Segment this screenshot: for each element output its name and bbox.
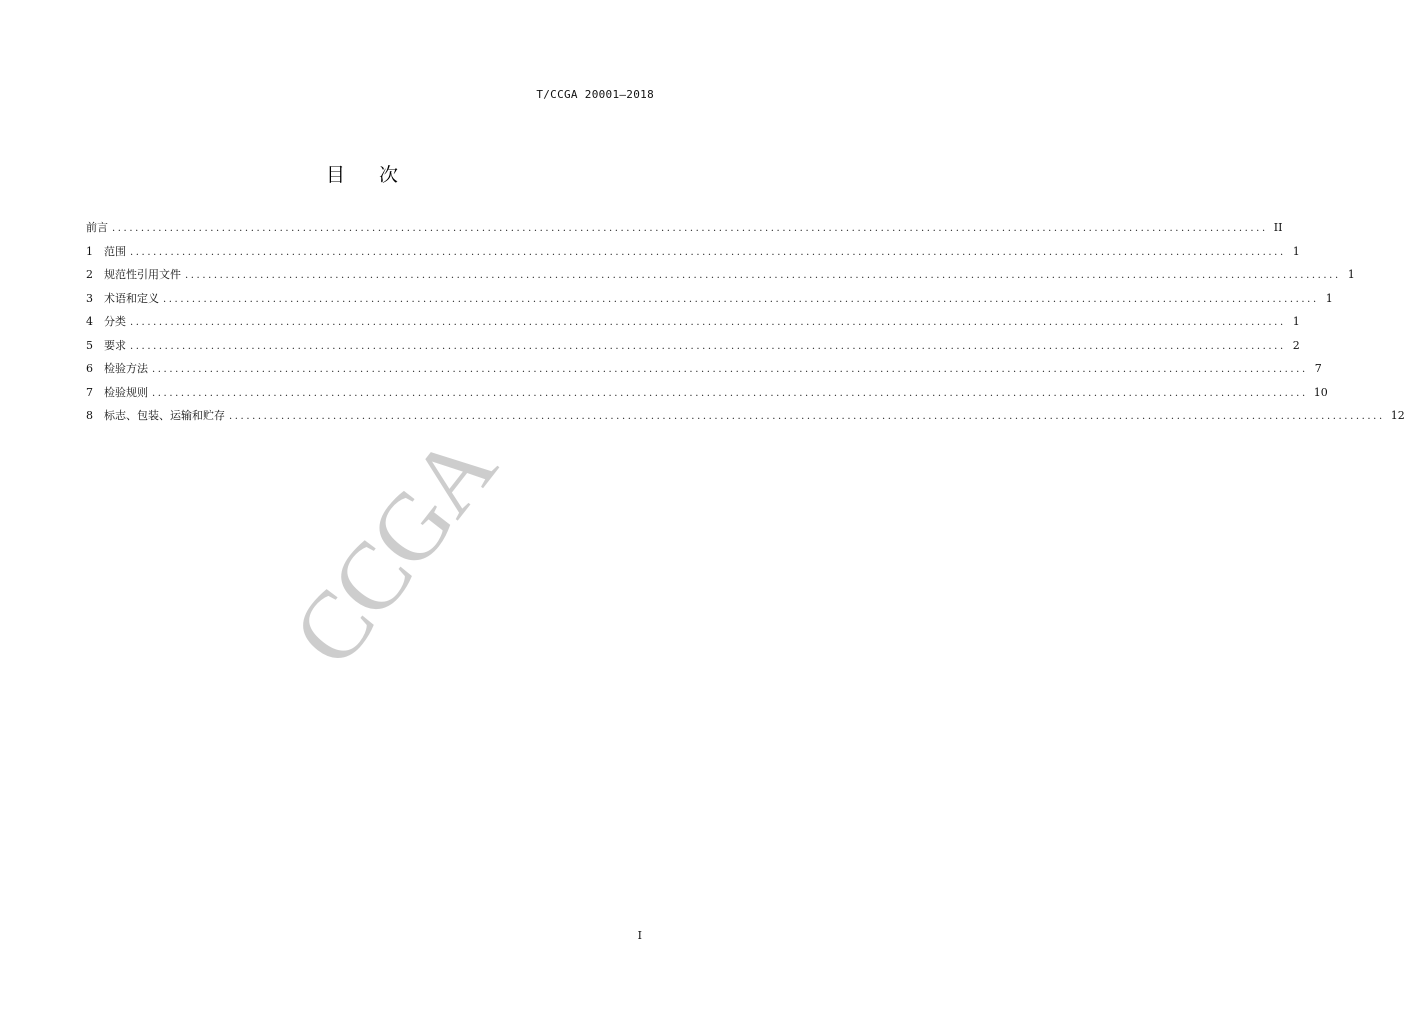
toc-title-char-1: 目	[325, 164, 345, 186]
toc-entry-page: 2	[1292, 338, 1300, 352]
toc-entry-label: 检验规则	[104, 385, 148, 399]
toc-entry-page: 1	[1292, 315, 1300, 328]
toc-entry-label: 标志、包装、运输和贮存	[104, 409, 225, 422]
toc-entry-6[interactable]	[86, 357, 1322, 381]
toc-entry-number: 2	[86, 268, 93, 281]
page-number: I	[637, 929, 642, 942]
toc-entry-label: 分类	[104, 315, 126, 328]
toc-leader-dots: ........................................................................................................................................................................................................	[130, 317, 1286, 328]
toc-list	[86, 216, 1405, 428]
toc-entry-3[interactable]	[86, 287, 1333, 311]
toc-entry-page: 1	[1347, 268, 1355, 281]
toc-entry-2[interactable]	[86, 263, 1355, 287]
watermark: CCGA	[271, 415, 516, 686]
toc-entry-1[interactable]	[86, 240, 1300, 264]
toc-entry-page: 12	[1390, 409, 1405, 422]
toc-entry-label: 检验方法	[104, 362, 148, 375]
toc-entry-label: 术语和定义	[104, 291, 159, 305]
toc-entry-label: 要求	[104, 338, 126, 352]
toc-entry-number: 7	[86, 385, 93, 399]
toc-entry-page: 10	[1313, 385, 1328, 399]
toc-entry-label: 范围	[104, 244, 126, 258]
toc-entry-page: 1	[1292, 244, 1300, 258]
toc-leader-dots: ........................................................................................................................................................................................................	[130, 246, 1286, 258]
toc-entry-8[interactable]	[86, 404, 1405, 428]
toc-entry-5[interactable]	[86, 334, 1300, 358]
toc-leader-dots: ........................................................................................................................................................................................................	[152, 387, 1308, 399]
toc-entry-4[interactable]	[86, 310, 1300, 334]
toc-entry-number: 6	[86, 362, 93, 375]
toc-leader-dots: ........................................................................................................................................................................................................	[130, 340, 1286, 352]
toc-leader-dots: ........................................................................................................................................................................................................	[112, 223, 1268, 234]
toc-leader-dots: ........................................................................................................................................................................................................	[185, 270, 1341, 281]
toc-title	[0, 160, 724, 187]
toc-entry-label: 前言	[86, 221, 108, 234]
toc-entry-page: 7	[1314, 362, 1322, 375]
toc-entry-page: 1	[1325, 291, 1333, 305]
toc-entry-number: 1	[86, 244, 93, 258]
toc-entry-page: II	[1273, 221, 1283, 234]
toc-leader-dots: ........................................................................................................................................................................................................	[229, 411, 1385, 422]
toc-entry-number: 4	[86, 315, 93, 328]
toc-entry-7[interactable]	[86, 381, 1328, 405]
toc-entry-foreword[interactable]	[86, 216, 1283, 240]
toc-leader-dots: ........................................................................................................................................................................................................	[152, 364, 1308, 375]
toc-leader-dots: ........................................................................................................................................................................................................	[163, 293, 1319, 305]
toc-entry-number: 8	[86, 409, 93, 422]
toc-entry-number: 5	[86, 338, 93, 352]
toc-entry-label: 规范性引用文件	[104, 268, 181, 281]
toc-title-char-2: 次	[379, 164, 399, 186]
toc-entry-number: 3	[86, 291, 93, 305]
standard-code: T/CCGA 20001—2018	[536, 88, 654, 101]
